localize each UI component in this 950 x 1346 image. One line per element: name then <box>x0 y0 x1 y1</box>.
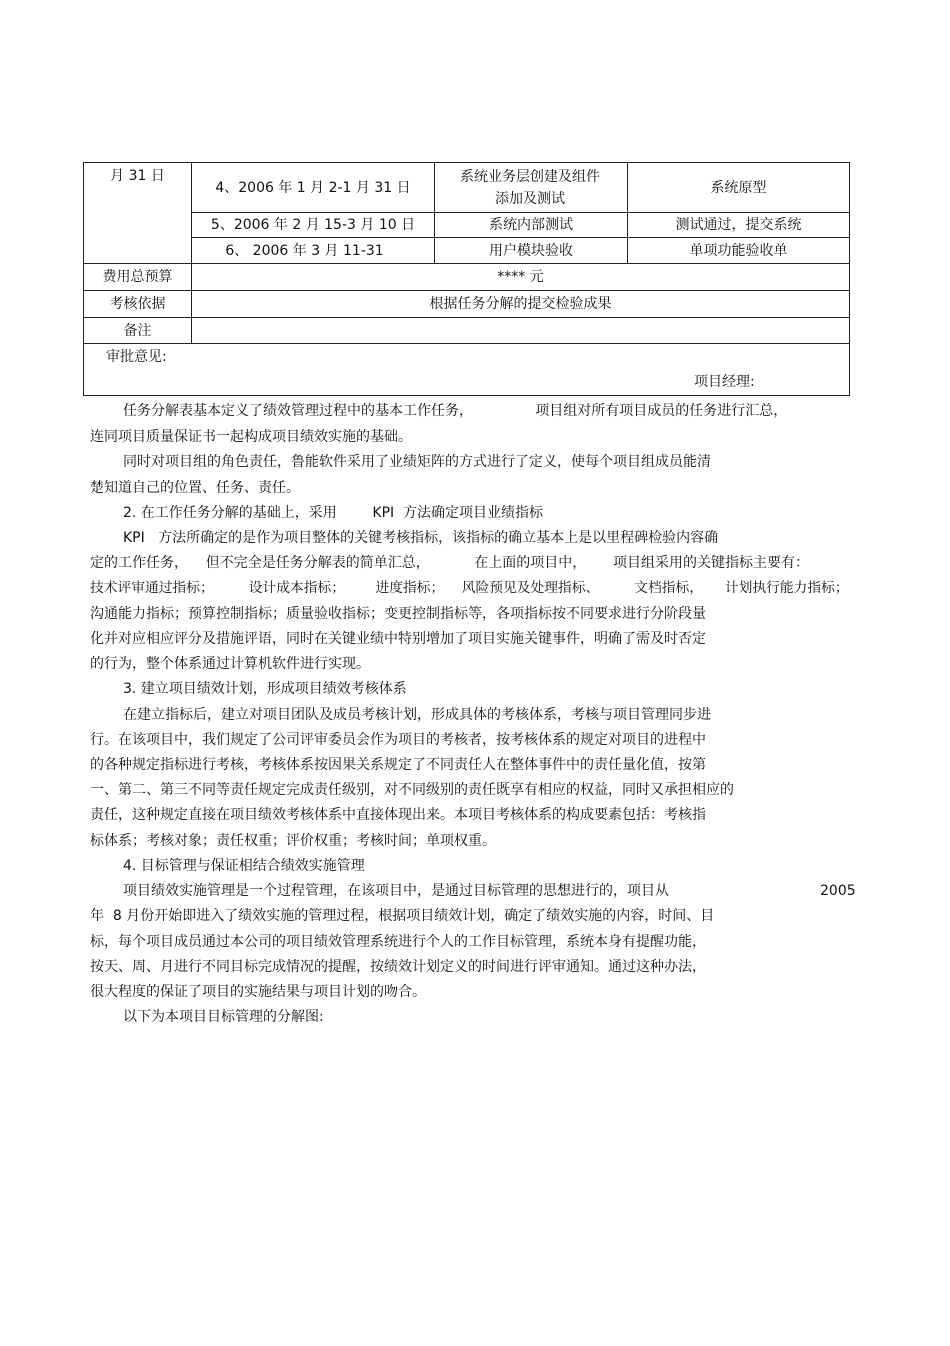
paragraph-line: 技术评审通过指标； 设计成本指标； 进度指标； 风险预见及处理指标、 文档指标， 计划执行能力指标； <box>90 580 849 596</box>
stage-date-cell: 5、2006 年 2 月 15-3 月 10 日 <box>210 217 416 233</box>
approval-label: 审批意见: <box>106 349 167 365</box>
paragraph-line: 的各种规定指标进行考核，考核体系按因果关系规定了不同责任人在整体事件中的责任量化值，按第 <box>90 757 706 773</box>
paragraph-line: 以下为本项目目标管理的分解图: <box>123 1009 324 1025</box>
paragraph-line: KPI 方法所确定的是作为项目整体的关键考核指标，该指标的确立基本上是以里程碑检验内容确 <box>123 530 719 546</box>
paragraph-line: 年 8 月份开始即进入了绩效实施的管理过程，根据项目绩效计划，确定了绩效实施的内容，时间、目 <box>90 908 715 924</box>
paragraph-line: 项目绩效实施管理是一个过程管理，在该项目中，是通过目标管理的思想进行的，项目从 <box>123 883 669 899</box>
section-heading: 4. 目标管理与保证相结合绩效实施管理 <box>123 858 365 874</box>
paragraph-line: 同时对项目组的角色责任，鲁能软件采用了业绩矩阵的方式进行了定义，使每个项目组成员能清 <box>123 454 711 470</box>
paragraph-line: 一、第二、第三不同等责任规定完成责任级别，对不同级别的责任既享有相应的权益，同时又承担相应的 <box>90 782 734 798</box>
remark-value <box>192 318 849 343</box>
budget-value: **** 元 <box>497 269 544 285</box>
budget-label: 费用总预算 <box>102 269 173 285</box>
stage-result-cell: 单项功能验收单 <box>689 242 788 259</box>
section-heading: 3. 建立项目绩效计划，形成项目绩效考核体系 <box>123 681 407 697</box>
stage-task-cell: 用户模块验收 <box>489 242 573 259</box>
paragraph-line: 在建立指标后，建立对项目团队及成员考核计划，形成具体的考核体系，考核与项目管理同步进 <box>123 707 711 723</box>
paragraph-line: 化并对应相应评分及措施评语，同时在关键业绩中特别增加了项目实施关键事件，明确了需及时否定 <box>90 631 706 647</box>
stage-date-cell: 6、 2006 年 3 月 11-31 <box>225 242 384 259</box>
paragraph-line: 标体系；考核对象；责任权重；评价权重；考核时间；单项权重。 <box>90 833 496 849</box>
paragraph-line: 楚知道自己的位置、任务、责任。 <box>90 480 300 496</box>
paragraph-line: 任务分解表基本定义了绩效管理过程中的基本工作任务， 项目组对所有项目成员的任务进行汇总， <box>123 403 788 419</box>
basis-value: 根据任务分解的提交检验成果 <box>429 296 612 312</box>
paragraph-line: 定的工作任务， 但不完全是任务分解表的简单汇总， 在上面的项目中， 项目组采用的关键指标主要有： <box>90 555 810 571</box>
table-border-bottom <box>83 395 850 396</box>
paragraph-line: 责任，这种规定直接在项目绩效考核体系中直接体现出来。本项目考核体系的构成要素包括：考核指 <box>90 807 706 823</box>
stage-result-cell: 测试通过，提交系统 <box>675 217 802 233</box>
manager-label: 项目经理: <box>694 374 755 390</box>
table-border-right <box>849 162 850 396</box>
section-heading: 2. 在工作任务分解的基础上，采用 KPI 方法确定项目业绩指标 <box>123 505 544 521</box>
remark-label: 备注 <box>123 322 152 339</box>
plan-table <box>83 162 850 396</box>
stage-result-cell: 系统原型 <box>710 179 767 196</box>
paragraph-line: 沟通能力指标；预算控制指标；质量验收指标；变更控制指标等，各项指标按不同要求进行分阶段量 <box>90 606 706 622</box>
paragraph-line: 连同项目质量保证书一起构成项目绩效实施的基础。 <box>90 429 412 445</box>
paragraph-line: 的行为，整个体系通过计算机软件进行实现。 <box>90 656 370 672</box>
period-cell: 月 31 日 <box>110 168 165 184</box>
basis-label: 考核依据 <box>109 296 166 312</box>
stage-task-cell: 系统业务层创建及组件添加及测试 <box>460 168 600 207</box>
paragraph-line: 行。在该项目中，我们规定了公司评审委员会作为项目的考核者，按考核体系的规定对项目的进程中 <box>90 732 706 748</box>
paragraph-line: 按天、周、月进行不同目标完成情况的提醒，按绩效计划定义的时间进行评审通知。通过这种办法， <box>90 959 706 975</box>
table-rule <box>83 343 850 344</box>
paragraph-line: 很大程度的保证了项目的实施结果与项目计划的吻合。 <box>90 984 426 1000</box>
stage-task-cell: 系统内部测试 <box>489 217 573 233</box>
stage-date-cell: 4、2006 年 1 月 2-1 月 31 日 <box>215 179 411 196</box>
paragraph-line: 标，每个项目成员通过本公司的项目绩效管理系统进行个人的工作目标管理，系统本身有提醒功能， <box>90 934 706 950</box>
year-fragment: 2005 <box>820 883 856 899</box>
